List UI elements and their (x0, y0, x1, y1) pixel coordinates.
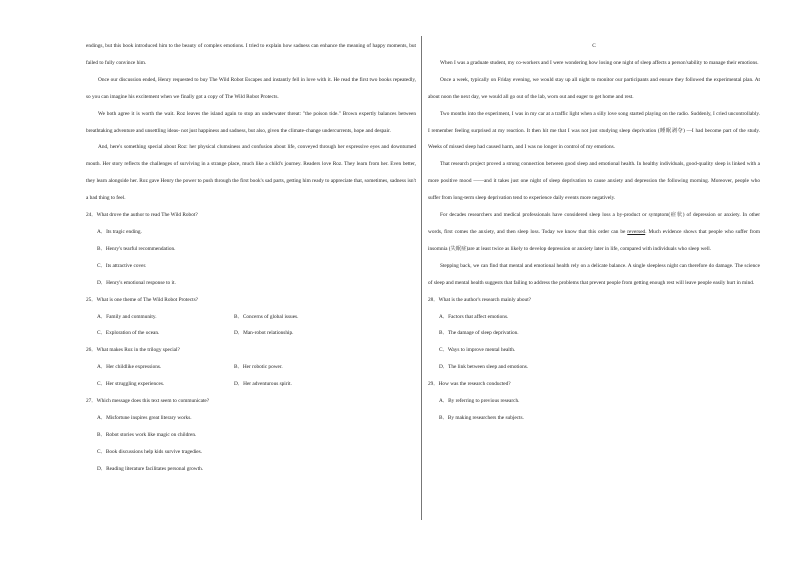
option-a: A．Her childlike expressions. (97, 364, 162, 371)
question-stem: 27．Which message does this text seem to communicate? (86, 398, 210, 405)
question-28 (428, 292, 760, 377)
option-c: C．Book discussions help kids survive tragedies. (97, 448, 203, 455)
option-a: A．Misfortune inspires great literary works. (97, 414, 192, 421)
option-b: B．Her robotic power. (234, 364, 283, 371)
option-b: B．By making researchers the subjects. (439, 414, 524, 421)
option-c: C．Ways to improve mental health. (439, 347, 516, 354)
option-a: A．By referring to previous research. (439, 398, 520, 405)
option-c: C．Exploration of the ocean. (97, 330, 160, 337)
question-stem: 26．What makes Roz in the trilogy special? (86, 347, 180, 354)
option-a: A．Family and community. (97, 313, 157, 320)
paragraph-text: For decades researchers and medical professionals have considered sleep loss a by-product or symptom(症状) of depression or anxiety. In other words, first comes the anxiety, and then sleep loss. Today we know that this order can be (428, 212, 760, 235)
question-27 (86, 393, 416, 478)
option-grid (86, 309, 416, 343)
passage-paragraph: We both agree it is worth the wait. Roz leaves the island again to stop an underwater threat: "the poison tide." Brown expertly balances between breathtaking adventure and unsettling ideas- not just happiness and sadness, but also, given the climate-change undercurrents, hope and despair. (86, 110, 416, 134)
option-b: B．Concerns of global issues. (234, 313, 299, 320)
passage-paragraph: endings, but this book introduced him to the beauty of complex emotions. I tried to explain how sadness can enhance the meaning of happy moments, but failed to fully convince him. (86, 43, 416, 66)
question-stem: 28．What is the author's research mainly about? (428, 296, 532, 303)
question-26 (86, 342, 416, 393)
question-stem: 25．What is one theme of The Wild Robot Protects? (86, 296, 198, 303)
passage-paragraph: Once a week, typically on Friday evening, we would stay up all night to monitor our participants and ensure they followed the experimental plan. At about noon the next day, we would all go out of the lab, worn out and eager to get home and rest. (428, 76, 760, 100)
option-a: A．Factors that affect emotions. (439, 313, 509, 320)
option-b: B．Robot stories work like magic on children. (97, 431, 197, 438)
passage-heading: C (592, 43, 596, 49)
option-d: D．Reading literature facilitates personal growth. (97, 465, 204, 472)
column-divider (421, 36, 422, 520)
option-c: C．Her struggling experiences. (97, 381, 165, 388)
option-a: A．Its tragic ending. (97, 228, 142, 235)
underlined-word: reversed (627, 228, 646, 235)
question-stem: 29．How was the research conducted? (428, 381, 511, 388)
passage-paragraph: That research project proved a strong connection between good sleep and emotional health. In healthy individuals, good-quality sleep is linked with a more positive mood ——and it takes just one night of sleep deprivation to cause anxiety and depression the following morning. Moreover, people who suffer from long-term sleep deprivation tend to experience daily events more negatively. (428, 161, 760, 202)
option-c: C．Its attractive cover. (97, 262, 147, 269)
option-d: D．Her adventurous spirit. (234, 381, 292, 388)
option-grid (86, 359, 416, 393)
option-b: B．The damage of sleep deprivation. (439, 330, 519, 337)
question-24 (86, 207, 416, 292)
passage-paragraph: And, here's something special about Roz: her physical clumsiness and confusion about life, conveyed through her expressive eyes and downturned mouth. Her story reflects the challenges of surviving in a strange place, much like a child's journey. Readers love Roz. They learn from her. Even better, they learn alongside her. Roz gave Henry the power to push through the first book's sad parts, getting him ready to appreciate that, sometimes, sadness isn't a bad thing to feel. (86, 144, 416, 202)
right-column (428, 38, 760, 427)
question-stem: 24．What drove the author to read The Wild Robot? (86, 212, 198, 219)
option-d: D．Man-robot relationship. (234, 330, 294, 337)
passage-paragraph: Stepping back, we can find that mental and emotional health rely on a delicate balance. A single sleepless night can therefore do damage. The science of sleep and mental health suggests that failing to address the problems that prevent people from getting enough rest will leave people easily hurt in mind. (428, 262, 760, 286)
option-b: B．Henry's tearful recommendation. (97, 245, 176, 252)
left-column (86, 38, 416, 478)
option-d: D．The link between sleep and emotions. (439, 364, 529, 371)
passage-paragraph: Two months into the experiment, I was in my car at a traffic light when a silly love song started playing on the radio. Suddenly, I cried uncontrollably. I remember feeling surprised at my reaction. It then hit me that I was not just studying sleep deprivation (睡眠剥夺) —I had become part of the study. Weeks of missed sleep had caused harm, and I was no longer in control of my emotions. (428, 110, 760, 151)
paragraph-text: . Much evidence shows that people who suffer from insomnia (失眠症)are at least twice as likely to develop depression or anxiety later in life, compared with individuals who sleep well. (428, 228, 760, 252)
option-d: D．Henry's emotional response to it. (97, 279, 176, 286)
question-25 (86, 292, 416, 343)
question-29 (428, 376, 760, 427)
passage-paragraph: Once our discussion ended, Henry requested to buy The Wild Robot Escapes and instantly fell in love with it. He read the first two books repeatedly, so you can imagine his excitement when we finally got a copy of The Wild Robot Protects. (86, 76, 416, 100)
passage-paragraph (428, 207, 760, 258)
passage-paragraph: When I was a graduate student, my co-workers and I were wondering how losing one night of sleep affects a person'sability to manage their emotions. (440, 59, 759, 66)
